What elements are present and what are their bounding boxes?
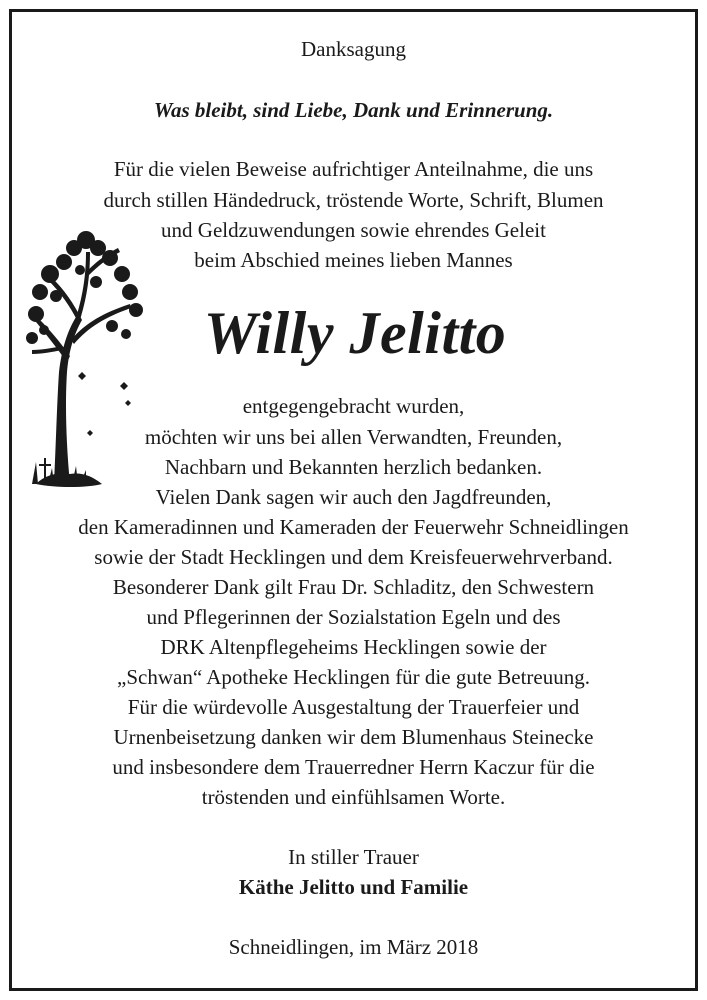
body-line-10: „Schwan“ Apotheke Hecklingen für die gute Betreuung. [117,665,590,689]
body-line-11: Für die würdevolle Ausgestaltung der Trauerfeier und [127,695,580,719]
place-date: Schneidlingen, im März 2018 [228,935,479,959]
body-line-1: entgegengebracht wurden, [242,394,465,418]
body-line-2: möchten wir uns bei allen Verwandten, Freunden, [144,425,563,449]
body-line-4: Vielen Dank sagen wir auch den Jagdfreunden, [155,485,552,509]
body-line-12: Urnenbeisetzung danken wir dem Blumenhaus Steinecke [113,725,594,749]
body-line-14: tröstenden und einfühlsamen Worte. [201,785,506,809]
intro-line-4: beim Abschied meines lieben Mannes [194,248,513,272]
body-line-3: Nachbarn und Bekannten herzlich bedanken. [164,455,543,479]
body-line-6: sowie der Stadt Hecklingen und dem Kreisfeuerwehrverband. [94,545,613,569]
intro-line-2: durch stillen Händedruck, tröstende Worte, Schrift, Blumen [103,188,604,212]
notice-heading: Danksagung [301,37,406,61]
body-line-5: den Kameradinnen und Kameraden der Feuerwehr Schneidlingen [78,515,629,539]
intro-line-1: Für die vielen Beweise aufrichtiger Anteilnahme, die uns [113,157,594,181]
notice-motto: Was bleibt, sind Liebe, Dank und Erinnerung. [153,98,554,122]
body-line-8: und Pflegerinnen der Sozialstation Egeln und des [146,605,561,629]
body-line-9: DRK Altenpflegeheims Hecklingen sowie der [160,635,547,659]
body-line-13: und insbesondere dem Trauerredner Herrn Kaczur für die [112,755,595,779]
intro-line-3: und Geldzuwendungen sowie ehrendes Geleit [161,218,546,242]
mourning-line: In stiller Trauer [288,845,419,869]
deceased-name: Willy Jelitto [203,300,507,366]
body-line-7: Besonderer Dank gilt Frau Dr. Schladitz, den Schwestern [112,575,595,599]
family-signature: Käthe Jelitto und Familie [238,875,469,899]
